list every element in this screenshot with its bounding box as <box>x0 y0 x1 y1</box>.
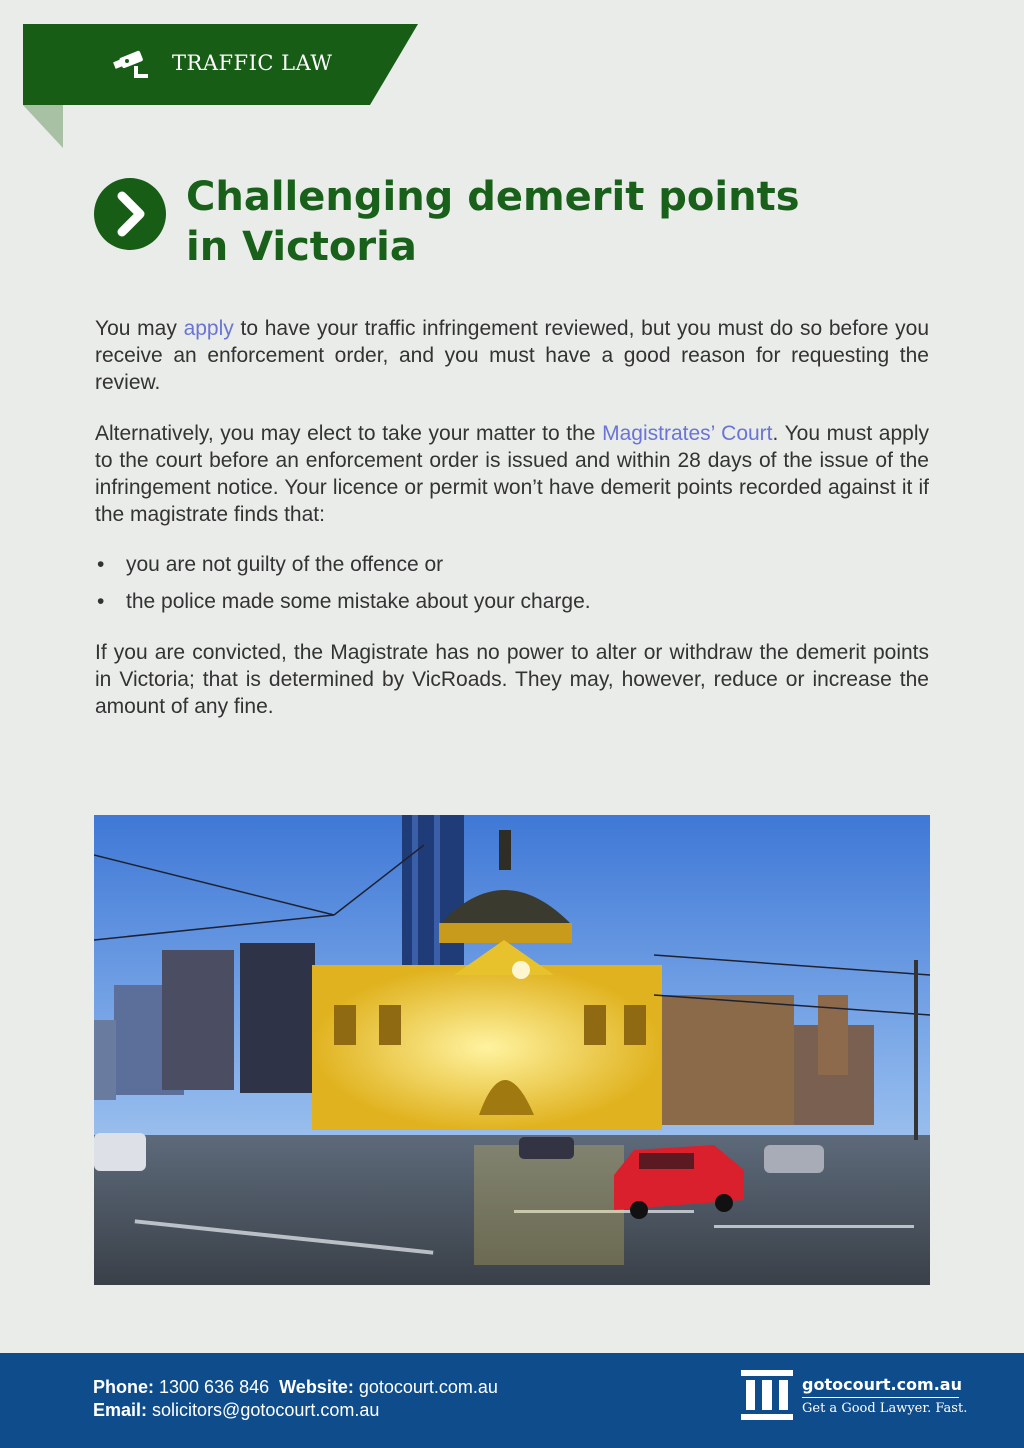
title-line-2: in Victoria <box>186 224 417 270</box>
phone-label: Phone: <box>93 1377 154 1397</box>
paragraph-conviction: If you are convicted, the Magistrate has no power to alter or withdraw the demerit points in Victoria; that is determined by VicRoads. They may, however, reduce or increase the amount of any fine. <box>95 641 929 718</box>
list-item-text: the police made some mistake about your charge. <box>126 590 591 613</box>
apply-link[interactable]: apply <box>183 317 234 340</box>
footer-contact-line <box>93 1377 498 1398</box>
phone-number[interactable]: 1300 636 846 <box>159 1377 270 1397</box>
chevron-right-icon <box>94 178 166 250</box>
list-item-text: you are not guilty of the offence or <box>126 553 444 576</box>
bullet-icon: • <box>97 590 105 613</box>
banner-shape <box>0 0 430 150</box>
footer <box>0 1353 1024 1448</box>
logo-divider <box>802 1397 959 1398</box>
p2-text-end: . You must apply to the court before an enforcement order is issued and within 28 days of the issue of the infringement notice. Your licence or permit won’t have demerit points recorded against it if the magistrate finds that: <box>95 422 929 526</box>
title-line-1: Challenging demerit points <box>186 174 800 220</box>
email-link[interactable]: solicitors@gotocourt.com.au <box>152 1400 380 1420</box>
magistrates-court-link[interactable]: Magistrates’ Court <box>602 422 773 445</box>
p1-text-end: to have your traffic infringement reviewed, but you must do so before you receive an enforcement order, and you must have a good reason for requesting the review. <box>95 317 929 394</box>
email-label: Email: <box>93 1400 148 1420</box>
website-label: Website: <box>279 1377 354 1397</box>
traffic-camera-icon <box>112 48 152 80</box>
website-link[interactable]: gotocourt.com.au <box>358 1377 498 1397</box>
flinders-street-station-photo <box>94 815 930 1285</box>
paragraph-court <box>95 420 929 528</box>
page-title <box>186 172 906 272</box>
conditions-list <box>95 551 929 625</box>
list-item <box>95 551 929 588</box>
category-label: TRAFFIC LAW <box>172 51 333 75</box>
list-item <box>95 588 929 625</box>
logo-tagline: Get a Good Lawyer. Fast. <box>802 1401 968 1416</box>
courthouse-logo-icon <box>741 1370 793 1422</box>
bullet-icon: • <box>97 553 105 576</box>
footer-email-line <box>93 1400 379 1421</box>
p2-text-start: Alternatively, you may elect to take your matter to the <box>95 422 603 445</box>
category-banner <box>0 0 430 150</box>
paragraph-review <box>95 315 929 396</box>
logo-name: gotocourt.com.au <box>802 1375 962 1394</box>
p1-text-start: You may <box>95 317 184 340</box>
